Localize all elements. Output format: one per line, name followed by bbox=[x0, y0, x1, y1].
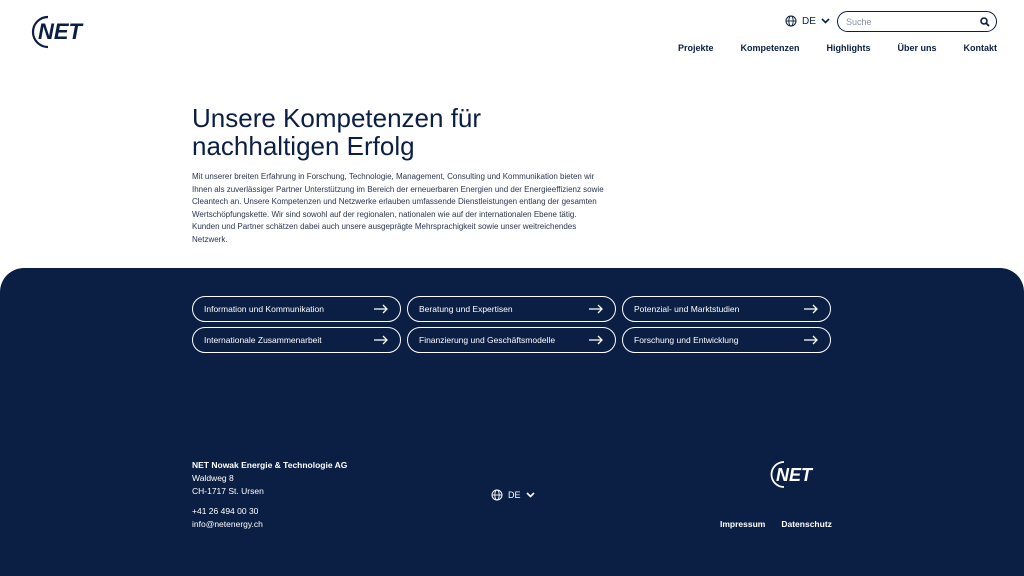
competence-information-kommunikation[interactable] bbox=[192, 296, 401, 322]
nav-kontakt[interactable]: Kontakt bbox=[963, 43, 997, 53]
company-email[interactable]: info@netenergy.ch bbox=[192, 519, 263, 529]
page-title-line2: nachhaltigen Erfolg bbox=[192, 131, 415, 161]
arrow-right-icon bbox=[373, 335, 389, 345]
nav-kompetenzen[interactable]: Kompetenzen bbox=[740, 43, 800, 53]
nav-ueber-uns[interactable]: Über uns bbox=[897, 43, 937, 53]
intro-text: Mit unserer breiten Erfahrung in Forschung, Technologie, Management, Consulting und Kommunikation bieten wir Ihnen als zuverlässiger Partner Unterstützung im Bereich der erneuerbaren Energien und der Energieeffizienz sowie Cleantech an. Unsere Kompetenzen und Netzwerke erlauben umfassende Dienstleistungen entlang der gesamten Wertschöpfungskette. Wir sind sowohl auf der regionalen, nationalen wie auf der internationalen Ebene tätig. Kunden und Partner schätzen dabei auch unsere ausgeprägte Mehrsprachigkeit sowie unser weitreichendes Netzwerk. bbox=[192, 172, 604, 244]
footer-language-label: DE bbox=[508, 490, 521, 500]
net-logo-footer[interactable] bbox=[766, 457, 834, 491]
company-city: CH-1717 St. Ursen bbox=[192, 486, 264, 496]
competence-label: Forschung und Entwicklung bbox=[634, 335, 739, 345]
search-box bbox=[837, 11, 997, 32]
language-label: DE bbox=[802, 15, 816, 27]
footer-logo-text: NET bbox=[776, 465, 812, 485]
net-logo[interactable] bbox=[26, 11, 108, 51]
search-input[interactable] bbox=[846, 17, 980, 27]
nav-highlights[interactable]: Highlights bbox=[826, 43, 871, 53]
language-selector[interactable] bbox=[785, 14, 830, 28]
competence-forschung-entwicklung[interactable] bbox=[622, 327, 831, 353]
globe-icon bbox=[785, 15, 797, 27]
page-title-line1: Unsere Kompetenzen für bbox=[192, 103, 482, 133]
company-address bbox=[192, 459, 347, 531]
competence-beratung-expertisen[interactable] bbox=[407, 296, 616, 322]
impressum-link[interactable]: Impressum bbox=[720, 519, 766, 529]
company-name: NET Nowak Energie & Technologie AG bbox=[192, 460, 348, 470]
competence-potenzial-marktstudien[interactable] bbox=[622, 296, 831, 322]
footer-language-selector[interactable] bbox=[491, 489, 535, 501]
chevron-down-icon bbox=[821, 18, 830, 24]
competence-label: Potenzial- und Marktstudien bbox=[634, 304, 740, 314]
arrow-right-icon bbox=[803, 304, 819, 314]
arrow-right-icon bbox=[373, 304, 389, 314]
arrow-right-icon bbox=[588, 304, 604, 314]
globe-icon bbox=[491, 489, 503, 501]
competence-label: Internationale Zusammenarbeit bbox=[204, 335, 322, 345]
arrow-right-icon bbox=[588, 335, 604, 345]
datenschutz-link[interactable]: Datenschutz bbox=[781, 519, 832, 529]
search-icon[interactable] bbox=[980, 17, 990, 27]
company-street: Waldweg 8 bbox=[192, 473, 234, 483]
competence-internationale-zusammenarbeit[interactable] bbox=[192, 327, 401, 353]
arrow-right-icon bbox=[803, 335, 819, 345]
logo-text: NET bbox=[38, 19, 82, 44]
competence-label: Information und Kommunikation bbox=[204, 304, 325, 314]
chevron-down-icon bbox=[526, 492, 535, 498]
nav-projekte[interactable]: Projekte bbox=[677, 43, 714, 53]
competence-finanzierung-geschaeftsmodelle[interactable] bbox=[407, 327, 616, 353]
footer-links bbox=[720, 519, 832, 529]
page-title bbox=[192, 104, 592, 160]
competence-label: Finanzierung und Geschäftsmodelle bbox=[419, 335, 556, 345]
main-nav bbox=[678, 43, 997, 53]
company-phone[interactable]: +41 26 494 00 30 bbox=[192, 506, 259, 516]
competence-label: Beratung und Expertisen bbox=[419, 304, 513, 314]
